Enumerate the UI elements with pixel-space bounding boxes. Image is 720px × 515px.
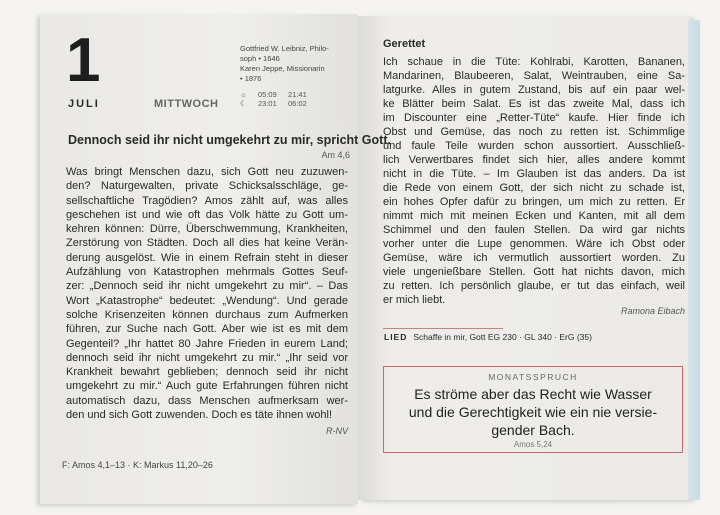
text-line: derung ausgelöst. Wie in einem Refrain steht in dieser — [66, 251, 348, 264]
text-line: nimmt mich mit meinen Ecken und Kanten, mit all dem — [383, 210, 685, 222]
text-line: Wort „Katastrophe“ bedeutet: „Wendung“. Und gerade — [66, 294, 348, 307]
text-line: solche Krisenzeiten können durchaus zum Aufmerken — [66, 308, 348, 321]
monthly-verse-reference: Amos 5,24 — [513, 440, 553, 449]
text-line: Schimmel und den faulen Stellen. Da wird gar nichts — [383, 224, 685, 236]
text-line: dennoch seid ihr nicht umgekehrt zu mir.“ „Ihr seid vor — [66, 351, 348, 364]
text-line: automatisch dazu, dass Menschen aufmerksam wer- — [66, 394, 348, 407]
reading-references: F: Amos 4,1–13 · K: Markus 11,20–26 — [62, 460, 213, 470]
monthly-verse-text — [384, 385, 682, 439]
month-label: JULI — [68, 98, 100, 110]
text-line: umgekehrt zu mir.“ Auch gute Erfahrungen führen nicht — [66, 380, 348, 393]
text-line: latgurke. Alles in gutem Zustand, bis auf ein paar wel- — [383, 84, 685, 96]
text-line: er mich liebt. — [383, 294, 446, 306]
weekday-label: MITTWOCH — [154, 98, 219, 110]
text-line: Obst und Gemüse, das noch zu retten ist. Schimmlige — [383, 126, 685, 138]
text-line: Mandarinen, Blaubeeren, Salat, Weintrauben, eine Sa- — [383, 70, 685, 82]
moonset: 06:02 — [288, 99, 307, 108]
text-line: Gemüse, wäre ich vermutlich aussortiert worden. Zu — [383, 252, 685, 264]
verse-line: und die Gerechtigkeit wie ein nie versie- — [408, 404, 658, 420]
verse-line: Es ströme aber das Recht wie Wasser — [414, 386, 652, 402]
name-line: Gottfried W. Leibniz, Philo- — [240, 44, 329, 53]
text-line: und faule Teile wurden schon aussortiert. Ausschließ- — [383, 140, 685, 152]
sun-moon-times — [240, 90, 318, 108]
text-line: führen, zur Suche nach Gott. Aber wie ist es mit dem — [66, 323, 348, 336]
lied-divider — [383, 328, 503, 329]
monthly-verse-heading: MONATSSPRUCH — [488, 372, 578, 382]
right-body-text — [383, 55, 685, 307]
sunset: 21:41 — [288, 90, 307, 99]
text-line: vorher unter die Lupe genommen. Wäre ich Obst oder — [383, 238, 685, 250]
text-line: zu retten. Ich persönlich glaube, er tut das einfach, weil — [383, 280, 685, 292]
song-line — [384, 332, 592, 343]
text-line: ke Blätter beim Salat. Es ist das zweite Mal, dass ich — [383, 98, 685, 110]
monthly-verse-box — [383, 366, 683, 453]
name-line: • 1876 — [240, 74, 262, 83]
daily-verse: Dennoch seid ihr nicht umgekehrt zu mir, spricht Gott. — [68, 133, 391, 147]
name-line: soph • 1646 — [240, 54, 280, 63]
text-line: ein hohes Opfer dafür zu bringen, um mich zu retten. Er — [383, 196, 685, 208]
text-line: den? Naturgewalten, private Schicksalsschläge, ge- — [66, 180, 348, 193]
sun-icon: ☼ — [240, 90, 247, 99]
moonrise: 23:01 — [258, 99, 277, 108]
moon-icon: ☾ — [240, 99, 247, 108]
left-author: R-NV — [326, 426, 348, 436]
song-text: Schaffe in mir, Gott EG 230 · GL 340 · ErG (35) — [413, 332, 592, 342]
verse-reference: Am 4,6 — [321, 150, 350, 160]
song-label: LIED — [384, 332, 408, 342]
text-line: Ich schaue in die Tüte: Kohlrabi, Karotten, Bananen, — [383, 56, 685, 68]
verse-line: gender Bach. — [491, 422, 575, 438]
text-line: lich Verwertbares findet sich hier, alles andere kommt — [383, 154, 685, 166]
name-line: Karen Jeppe, Missionarin — [240, 64, 325, 73]
day-number: 1 — [66, 26, 101, 95]
text-line: zer: „Dennoch seid ihr nicht umgekehrt zu mir“. – Das — [66, 280, 348, 293]
text-line: Aufzählung von Katastrophen mehrmals Gottes Seuf- — [66, 266, 348, 279]
text-line: Was bringt Menschen dazu, sich Gott neu zuzuwen- — [66, 166, 348, 178]
sunrise: 05:09 — [258, 90, 277, 99]
text-line: geschehen ist und wie oft das Volk hätte zu Gott um- — [66, 208, 348, 221]
commemorations — [240, 44, 350, 84]
text-line: die Rede von einem Gott, der sich nicht zu schade ist, — [383, 182, 685, 194]
text-line: Zerstörung von Städten. Doch all dies hat keine Verän- — [66, 237, 348, 250]
text-line: kehren können: Dürre, Überschwemmung, Krankheiten, — [66, 223, 348, 236]
text-line: im Discounter eine „Retter-Tüte“ kaufe. Hier finde ich — [383, 112, 685, 124]
page-edges — [688, 20, 700, 500]
text-line: sellschaftliche Tragödien? Amos zählt auf, was alles — [66, 194, 348, 207]
right-author: Ramona Eibach — [620, 306, 685, 316]
text-line: Krankheit bewahrt geblieben; dennoch seid ihr nicht — [66, 366, 348, 379]
left-body-text — [66, 165, 348, 422]
text-line: Gegenteil? „Ihr hattet 80 Jahre Frieden in eurem Land; — [66, 337, 348, 350]
text-line: viele ungenießbare Stellen. Gott hat nichts davon, mich — [383, 266, 685, 278]
text-line: den und sich Gott zuwenden. Doch es täte ihnen wohl! — [66, 409, 333, 422]
text-line: nicht in die Tüte. – Im Glauben ist das anders. Da ist — [383, 168, 685, 180]
devotion-title: Gerettet — [383, 38, 426, 50]
